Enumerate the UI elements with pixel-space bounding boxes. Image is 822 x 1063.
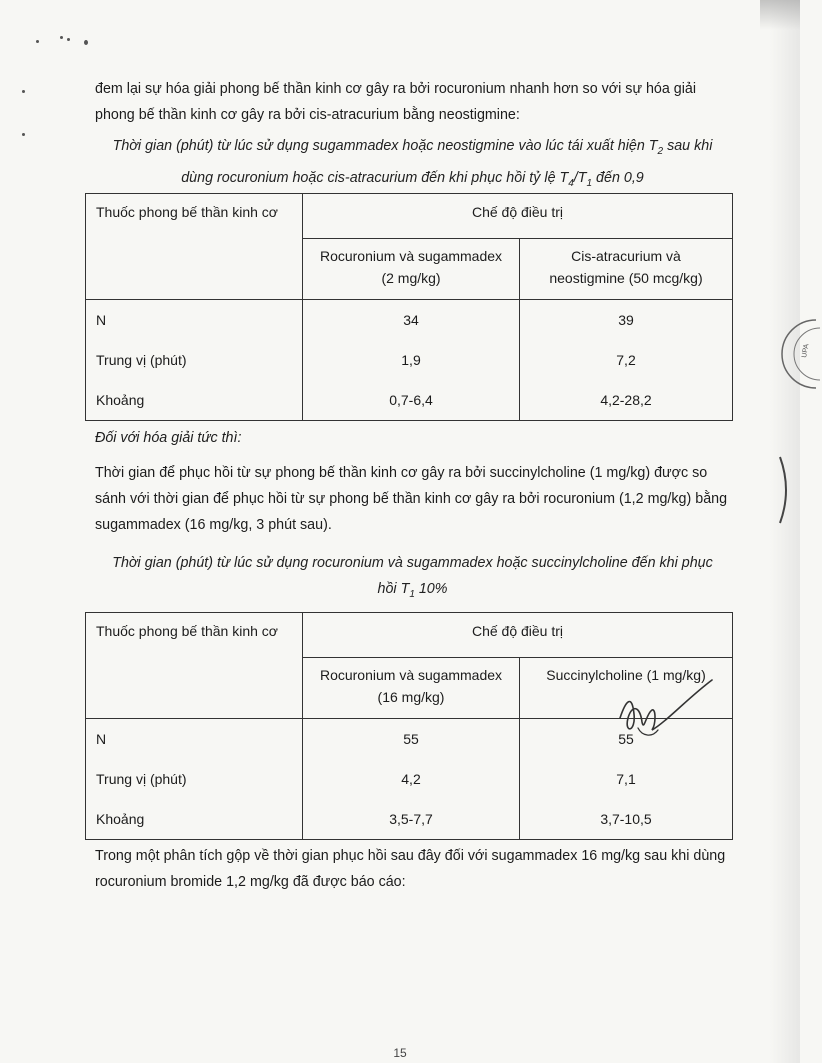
- table-row: [86, 719, 733, 760]
- subheader-line: neostigmine (50 mcg/kg): [549, 270, 703, 286]
- caption-text: sau khi: [663, 138, 713, 154]
- caption-symbol: T: [559, 169, 569, 186]
- caption-symbol: T: [400, 581, 410, 597]
- row-label: Khoảng: [86, 380, 303, 421]
- table-row: [86, 759, 733, 799]
- scan-corner-shadow: [760, 0, 800, 30]
- cell-value: 3,7-10,5: [520, 799, 733, 840]
- cell-value: 1,9: [303, 340, 520, 380]
- caption-subscript: 2: [657, 145, 664, 157]
- scan-speck: [67, 38, 70, 41]
- row-label: Trung vị (phút): [86, 340, 303, 380]
- cell-value: 7,1: [520, 759, 733, 799]
- cell-value: 7,2: [520, 340, 733, 380]
- page-number: 15: [393, 1046, 407, 1060]
- row-label: N: [86, 719, 303, 760]
- caption-subscript: 1: [409, 588, 415, 600]
- cell-value: 55: [303, 719, 520, 760]
- caption-text: dùng rocuronium hoặc cis-atracurium đến khi phục hồi tỷ lệ: [181, 169, 560, 186]
- caption-subscript: 1: [586, 177, 593, 189]
- table2-subheader-succinylcholine: [520, 658, 733, 719]
- table1-header-regimen: Chế độ điều trị: [303, 194, 733, 239]
- cell-value: 39: [520, 300, 733, 341]
- stamp-icon: [776, 318, 822, 390]
- table2-caption: [90, 550, 735, 608]
- subheader-line: Succinylcholine (1 mg/kg): [546, 667, 706, 683]
- meta-analysis-paragraph: Trong một phân tích gộp về thời gian phục hồi sau đây đối với sugammadex 16 mg/kg sau khi dùng rocuronium bromide 1,2 mg/kg đã được báo cáo:: [95, 848, 726, 890]
- cell-value: 4,2: [303, 759, 520, 799]
- caption-subscript: 4: [568, 177, 574, 189]
- cell-value: 4,2-28,2: [520, 380, 733, 421]
- subheader-line: (16 mg/kg): [377, 689, 445, 705]
- immediate-reversal-heading: Đối với hóa giải tức thì:: [95, 430, 242, 446]
- caption-text: Thời gian (phút) từ lúc sử dụng rocuronium và sugammadex hoặc succinylcholine đến khi phục: [112, 555, 713, 571]
- caption-text: đến 0,9: [592, 169, 644, 186]
- scan-speck: [60, 36, 63, 39]
- cell-value: 34: [303, 300, 520, 341]
- table1-subheader-rocuronium: [303, 239, 520, 300]
- caption-text: Thời gian (phút) từ lúc sử dụng sugammadex hoặc neostigmine vào lúc tái xuất hiện: [112, 138, 649, 154]
- scan-speck: [22, 90, 25, 93]
- subheader-line: (2 mg/kg): [381, 270, 441, 286]
- table1-caption: [90, 133, 735, 197]
- table1-subheader-cisatracurium: [520, 239, 733, 300]
- intro-paragraph: đem lại sự hóa giải phong bế thần kinh cơ gây ra bởi rocuronium nhanh hơn so với sự hóa giải phong bế thần kinh cơ gây ra bởi cis-atracurium bằng neostigmine:: [95, 81, 697, 123]
- table-row: [86, 799, 733, 840]
- table1-header-drug: Thuốc phong bế thần kinh cơ: [86, 194, 303, 300]
- subheader-line: Rocuronium và sugammadex: [319, 248, 503, 264]
- cell-value: 55: [520, 719, 733, 760]
- table-row: [86, 380, 733, 421]
- table2-header-drug: Thuốc phong bế thần kinh cơ: [86, 613, 303, 719]
- cell-value: 0,7-6,4: [303, 380, 520, 421]
- scan-edge-shadow: [770, 0, 800, 1063]
- caption-symbol: T: [648, 138, 658, 154]
- table-1: [85, 193, 733, 421]
- svg-text:UPA: UPA: [801, 343, 811, 359]
- scan-speck: [84, 40, 88, 45]
- table-2: [85, 612, 733, 840]
- table-row: [86, 340, 733, 380]
- subheader-line: Cis-atracurium và: [571, 248, 681, 264]
- margin-bracket-icon: [776, 455, 794, 525]
- row-label: Trung vị (phút): [86, 759, 303, 799]
- caption-symbol: /T: [573, 169, 587, 186]
- row-label: N: [86, 300, 303, 341]
- table2-subheader-rocuronium: [303, 658, 520, 719]
- subheader-line: Rocuronium và sugammadex: [319, 667, 503, 683]
- comparison-paragraph: Thời gian để phục hồi từ sự phong bế thần kinh cơ gây ra bởi succinylcholine (1 mg/kg) được so sánh với thời gian để phục hồi từ sự phong bế thần kinh cơ gây ra bởi rocuronium (1,2 mg/kg) bằng sugammadex (16 mg/kg, 3 phút sau).: [95, 465, 728, 533]
- table-row: [86, 300, 733, 341]
- caption-text: 10%: [414, 581, 448, 597]
- scan-speck: [36, 40, 39, 43]
- scan-speck: [22, 133, 25, 136]
- cell-value: 3,5-7,7: [303, 799, 520, 840]
- caption-text: hồi: [377, 581, 401, 597]
- table2-header-regimen: Chế độ điều trị: [303, 613, 733, 658]
- row-label: Khoảng: [86, 799, 303, 840]
